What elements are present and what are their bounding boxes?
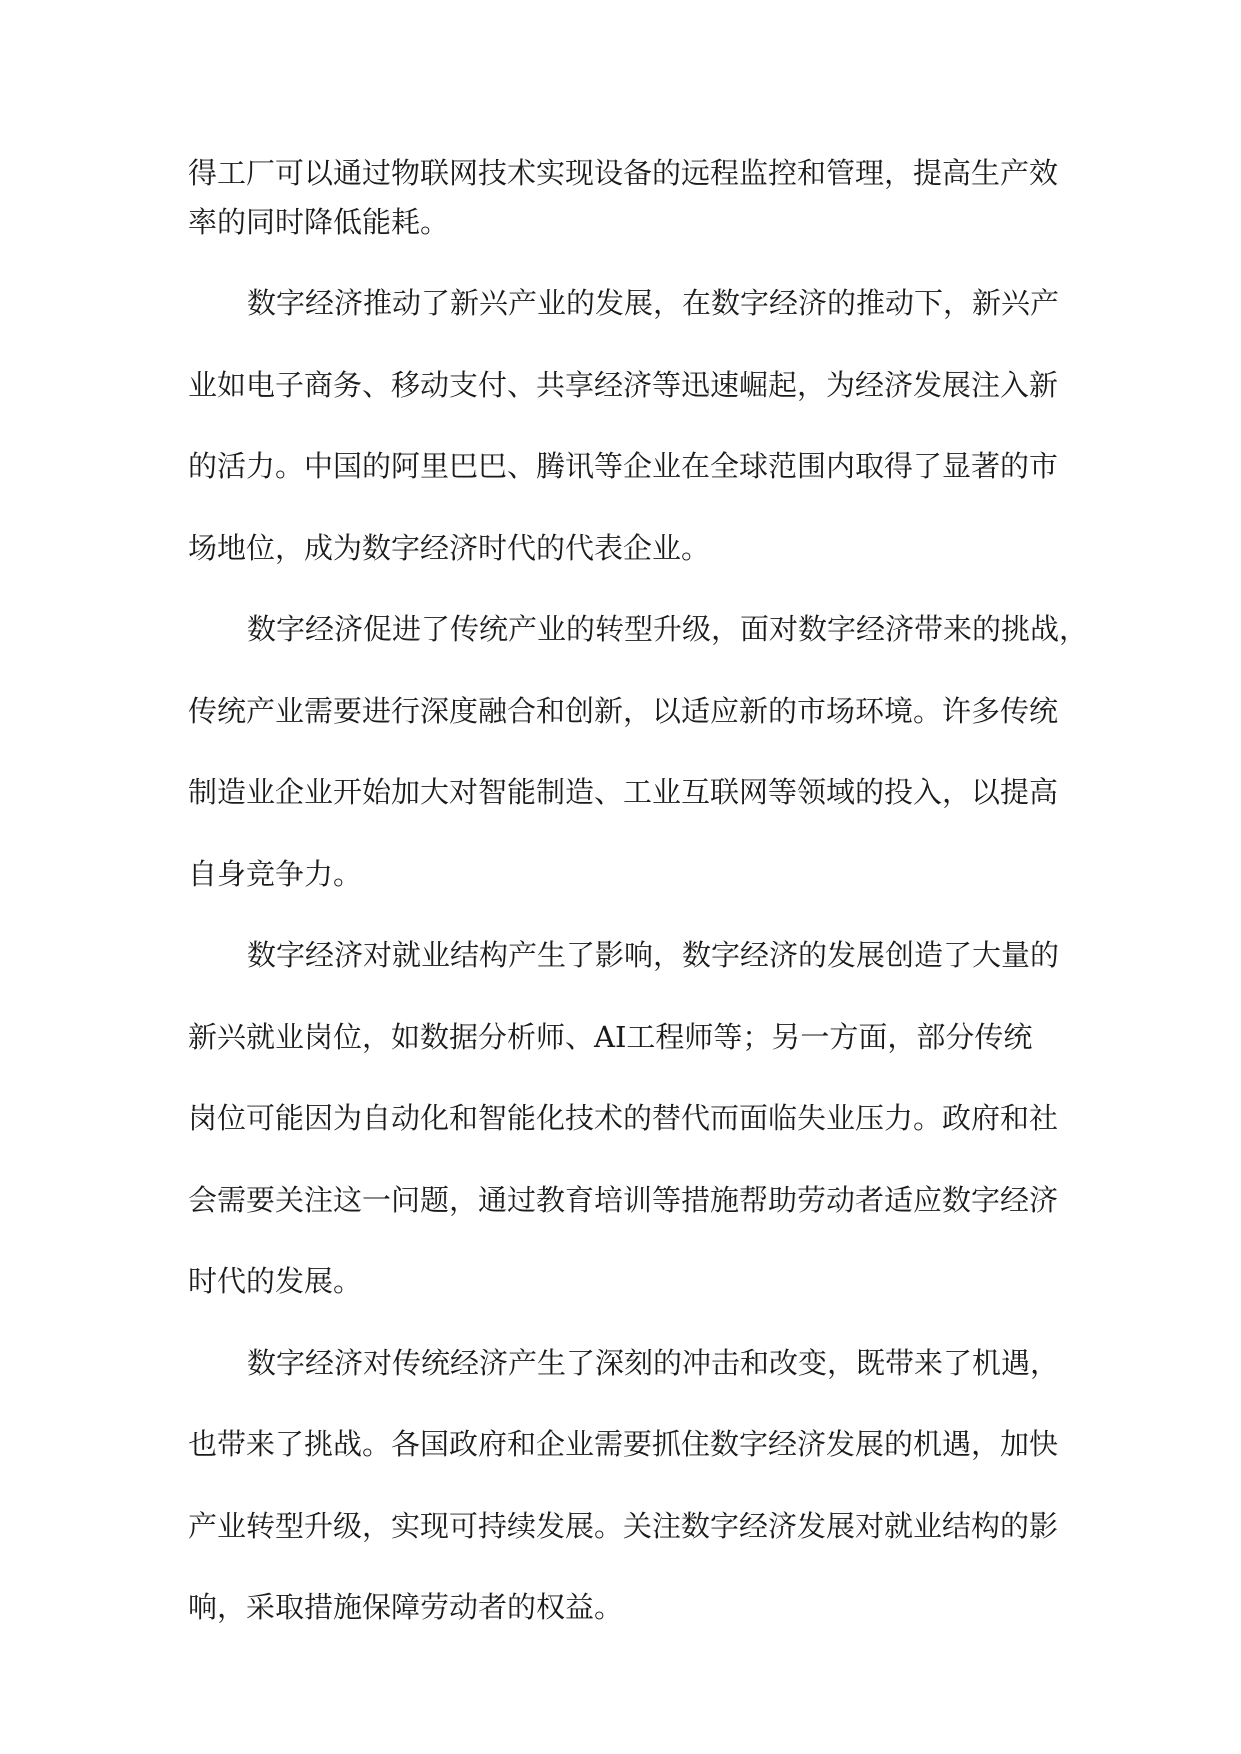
text-line: 数字经济促进了传统产业的转型升级，面对数字经济带来的挑战， (247, 612, 1089, 646)
paragraph-2-line-3 (0, 446, 1241, 486)
paragraph-4-line-2 (0, 1017, 1241, 1057)
text-line: 数字经济对传统经济产生了深刻的冲击和改变，既带来了机遇， (247, 1346, 1060, 1380)
paragraph-4-line-3 (0, 1098, 1241, 1138)
text-line: 率的同时降低能耗。 (188, 205, 450, 239)
text-line: 产业转型升级，实现可持续发展。关注数字经济发展对就业结构的影 (188, 1509, 1059, 1543)
text-line: 业如电子商务、移动支付、共享经济等迅速崛起，为经济发展注入新 (188, 368, 1059, 402)
text-line: 岗位可能因为自动化和智能化技术的替代而面临失业压力。政府和社 (188, 1101, 1059, 1135)
paragraph-5-line-3 (0, 1506, 1241, 1546)
text-line: 数字经济对就业结构产生了影响，数字经济的发展创造了大量的 (247, 938, 1060, 972)
text-line: 会需要关注这一问题，通过教育培训等措施帮助劳动者适应数字经济 (188, 1183, 1059, 1217)
text-line: 自身竞争力。 (188, 857, 363, 891)
paragraph-5-line-4 (0, 1587, 1241, 1627)
paragraph-5-line-1 (0, 1343, 1241, 1383)
text-line: 制造业企业开始加大对智能制造、工业互联网等领域的投入，以提高 (188, 775, 1059, 809)
paragraph-2-line-1 (0, 283, 1241, 323)
paragraph-3-line-3 (0, 772, 1241, 812)
paragraph-1-line-1 (0, 153, 1241, 193)
text-line: 得工厂可以通过物联网技术实现设备的远程监控和管理，提高生产效 (188, 156, 1059, 190)
text-line: 数字经济推动了新兴产业的发展，在数字经济的推动下，新兴产 (247, 286, 1060, 320)
paragraph-2-line-2 (0, 365, 1241, 405)
paragraph-4-line-1 (0, 935, 1241, 975)
paragraph-4-line-4 (0, 1180, 1241, 1220)
text-line: 传统产业需要进行深度融合和创新，以适应新的市场环境。许多传统 (188, 694, 1059, 728)
paragraph-3-line-2 (0, 691, 1241, 731)
paragraph-3-line-4 (0, 854, 1241, 894)
text-line: 的活力。中国的阿里巴巴、腾讯等企业在全球范围内取得了显著的市 (188, 449, 1059, 483)
paragraph-2-line-4 (0, 528, 1241, 568)
text-line: 新兴就业岗位，如数据分析师、AI工程师等；另一方面，部分传统 (188, 1020, 1033, 1054)
text-line: 场地位，成为数字经济时代的代表企业。 (188, 531, 711, 565)
paragraph-1-line-2 (0, 202, 1241, 242)
text-line: 响，采取措施保障劳动者的权益。 (188, 1590, 624, 1624)
paragraph-4-line-5 (0, 1261, 1241, 1301)
paragraph-3-line-1 (0, 609, 1241, 649)
paragraph-5-line-2 (0, 1424, 1241, 1464)
text-line: 也带来了挑战。各国政府和企业需要抓住数字经济发展的机遇，加快 (188, 1427, 1059, 1461)
text-line: 时代的发展。 (188, 1264, 363, 1298)
